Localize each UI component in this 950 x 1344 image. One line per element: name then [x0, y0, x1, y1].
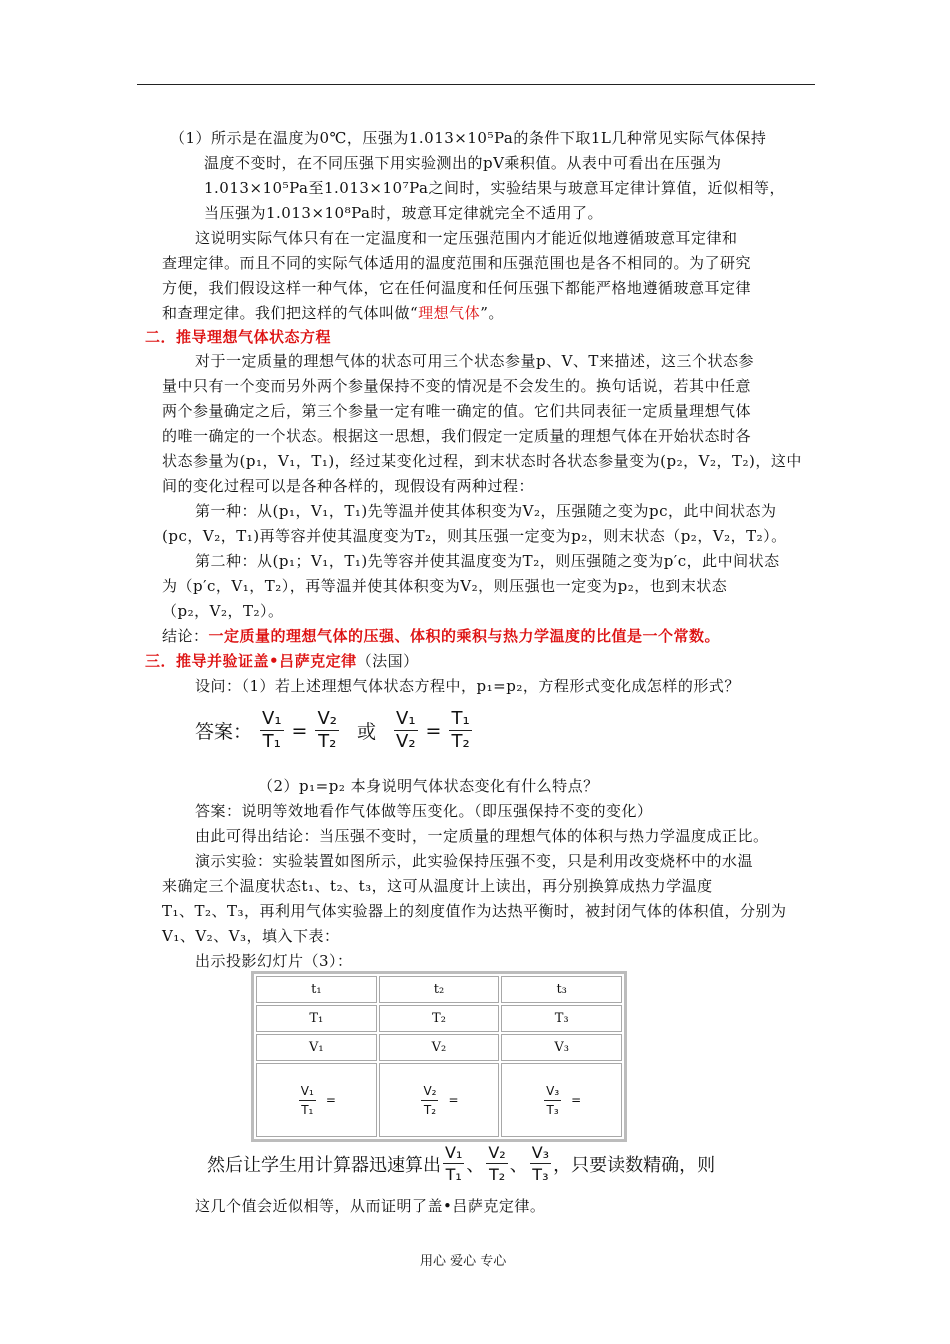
- section-heading-3: [145, 651, 419, 671]
- para-line: 间的变化过程可以是各种各样的，现假设有两种过程：: [162, 477, 535, 495]
- fraction-v1-t1: [260, 708, 284, 753]
- text-run: 和查理定律。我们把这样的气体叫做“: [162, 304, 419, 322]
- denominator: T₂: [423, 1102, 437, 1117]
- numerator: V₂: [317, 708, 337, 729]
- para-line: 第一种：从(p₁，V₁，T₁)先等温并使其体积变为V₂，压强随之变为pc，此中间状态为: [195, 502, 777, 520]
- denominator: V₂: [396, 731, 416, 752]
- table-cell: t₁: [256, 976, 377, 1003]
- table-cell: V₂: [379, 1034, 500, 1061]
- equals-sign: =: [291, 719, 308, 742]
- denominator: T₂: [451, 731, 470, 752]
- para-line: 两个参量确定之后，第三个参量一定有唯一确定的值。它们共同表征一定质量理想气体: [162, 402, 752, 420]
- fraction-v1-t1: [443, 1142, 464, 1185]
- equals-sign: =: [425, 719, 442, 742]
- cell-fraction: [297, 1082, 336, 1119]
- conclusion-label: 结论：: [162, 627, 209, 645]
- table-cell: t₂: [379, 976, 500, 1003]
- para-line: 这说明实际气体只有在一定温度和一定压强范围内才能近似地遵循玻意耳定律和: [195, 229, 738, 247]
- calc-line: [207, 1142, 715, 1185]
- para-line: T₁、T₂、T₃，再利用气体实验器上的刻度值作为达热平衡时，被封闭气体的体积值，分别为: [162, 902, 787, 920]
- question-1: 设问：（1）若上述理想气体状态方程中，p₁=p₂，方程形式变化成怎样的形式？: [195, 677, 740, 695]
- table-cell: V₃: [501, 1034, 622, 1061]
- para-line: V₁、V₂、V₃，填入下表：: [162, 927, 340, 945]
- text-run: ，只要读数精确，则: [553, 1154, 716, 1176]
- or-word: 或: [357, 721, 377, 743]
- heading-suffix: （法国）: [356, 652, 419, 670]
- slide-caption: 出示投影幻灯片（3）：: [195, 952, 353, 970]
- fraction-v2-t2: [486, 1142, 507, 1185]
- denominator: T₁: [445, 1165, 462, 1184]
- denominator: T₂: [318, 731, 337, 752]
- question-2: （2）p₁=p₂ 本身说明气体状态变化有什么特点？: [258, 777, 599, 795]
- numerator: V₁: [396, 708, 416, 729]
- table-cell: [256, 1063, 377, 1137]
- para-line: 1.013×10⁵Pa至1.013×10⁷Pa之间时，实验结果与玻意耳定律计算值，近似相等，: [204, 179, 785, 197]
- para-line: 演示实验：实验装置如图所示，此实验保持压强不变，只是利用改变烧杯中的水温: [195, 852, 754, 870]
- numerator: V₂: [488, 1143, 506, 1162]
- denominator: T₃: [532, 1165, 549, 1184]
- equals-sign: =: [571, 1093, 582, 1107]
- para-line: (pc，V₂，T₁)再等容并使其温度变为T₂，则其压强一定变为p₂，则末状态（p₂，V₂，T₂）。: [162, 527, 787, 545]
- answer-label: 答案：: [195, 721, 253, 743]
- para-line: 量中只有一个变而另外两个参量保持不变的情况是不会发生的。换句话说，若其中任意: [162, 377, 752, 395]
- numerator: T₁: [451, 708, 470, 729]
- table-row: [256, 1063, 622, 1137]
- para-line: （1）所示是在温度为0℃，压强为1.013×10⁵Pa的条件下取1L几种常见实际气体保持: [170, 129, 767, 147]
- denominator: T₂: [488, 1165, 506, 1184]
- table-cell: T₃: [501, 1005, 622, 1032]
- para-line: 为（p′c，V₁，T₂），再等温并使其体积变为V₂，则压强也一定变为p₂，也到末状态: [162, 577, 728, 595]
- para-line: 状态参量为(p₁，V₁，T₁)，经过某变化过程，到末状态时各状态参量变为(p₂，V₂，T₂)，这中: [162, 452, 802, 470]
- para-line: 第二种：从(p₁；V₁，T₁)先等容并使其温度变为T₂，则压强随之变为p′c，此中间状态: [195, 552, 780, 570]
- table-row: [256, 976, 622, 1003]
- separator: 、: [509, 1154, 528, 1176]
- answer-formula: [195, 708, 474, 753]
- table-row: [256, 1005, 622, 1032]
- ideal-gas-term: 理想气体: [418, 304, 481, 322]
- fraction-v3-t3: [530, 1142, 551, 1185]
- section-heading-2: 二．推导理想气体状态方程: [145, 328, 332, 346]
- table-cell: [379, 1063, 500, 1137]
- table-cell: T₂: [379, 1005, 500, 1032]
- table-cell: [501, 1063, 622, 1137]
- denominator: T₁: [262, 731, 281, 752]
- heading-text: 三．推导并验证盖•吕萨克定律: [145, 652, 357, 670]
- para-line: 查理定律。而且不同的实际气体适用的温度范围和压强范围也是各不相同的。为了研究: [162, 254, 752, 272]
- para-line: 当压强为1.013×10⁸Pa时，玻意耳定律就完全不适用了。: [204, 204, 603, 222]
- text-run: 然后让学生用计算器迅速算出: [207, 1154, 441, 1176]
- fraction-v1-v2: [394, 708, 418, 753]
- text-run: ”。: [480, 304, 504, 322]
- para-line: 温度不变时，在不同压强下用实验测出的pV乘积值。从表中可看出在压强为: [204, 154, 722, 172]
- numerator: V₂: [423, 1083, 437, 1098]
- equals-sign: =: [448, 1093, 459, 1107]
- table-cell: T₁: [256, 1005, 377, 1032]
- denominator: T₃: [546, 1102, 559, 1117]
- numerator: V₁: [300, 1083, 314, 1098]
- table-row: [256, 1034, 622, 1061]
- separator: 、: [466, 1154, 485, 1176]
- fraction-v2-t2: [315, 708, 339, 753]
- para-line: 的唯一确定的一个状态。根据这一思想，我们假定一定质量的理想气体在开始状态时各: [162, 427, 752, 445]
- cell-fraction: [542, 1082, 581, 1119]
- para-line: 对于一定质量的理想气体的状态可用三个状态参量p、V、T来描述，这三个状态参: [195, 352, 754, 370]
- numerator: V₃: [531, 1143, 550, 1162]
- numerator: V₁: [262, 708, 282, 729]
- table-cell: t₃: [501, 976, 622, 1003]
- para-line: [162, 303, 504, 323]
- denominator: T₁: [301, 1102, 314, 1117]
- para-line: 这几个值会近似相等，从而证明了盖•吕萨克定律。: [195, 1197, 546, 1215]
- conclusion-text: 一定质量的理想气体的压强、体积的乘积与热力学温度的比值是一个常数。: [208, 627, 721, 645]
- conclusion-2: 由此可得出结论：当压强不变时，一定质量的理想气体的体积与热力学温度成正比。: [195, 827, 769, 845]
- cell-fraction: [419, 1082, 458, 1119]
- para-line: 方便，我们假设这样一种气体，它在任何温度和任何压强下都能严格地遵循玻意耳定律: [162, 279, 752, 297]
- para-line: 来确定三个温度状态t₁、t₂、t₃，这可从温度计上读出，再分别换算成热力学温度: [162, 877, 713, 895]
- data-table: [251, 971, 627, 1142]
- equals-sign: =: [325, 1093, 336, 1107]
- para-line: （p₂，V₂，T₂）。: [162, 602, 284, 620]
- header-rule: [137, 84, 815, 85]
- table-cell: V₁: [256, 1034, 377, 1061]
- fraction-t1-t2: [449, 708, 471, 753]
- answer-2: 答案：说明等效地看作气体做等压变化。（即压强保持不变的变化）: [195, 802, 653, 820]
- numerator: V₃: [546, 1083, 560, 1098]
- conclusion: [162, 626, 720, 646]
- numerator: V₁: [445, 1143, 463, 1162]
- page-footer: 用心 爱心 专心: [420, 1254, 507, 1269]
